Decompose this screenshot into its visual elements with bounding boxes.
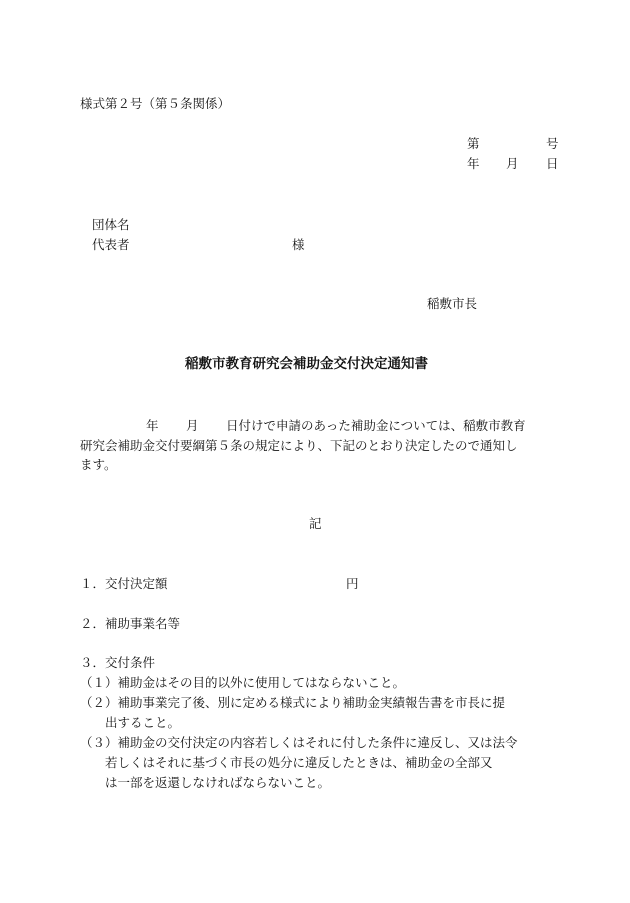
amount-label: １．交付決定額 <box>80 576 168 591</box>
body-line1: 日付けで申請のあった補助金については、稲敷市教育 <box>226 418 526 433</box>
condition-3-line1: （３）補助金の交付決定の内容若しくはそれに付した条件に違反し、又は法令 <box>80 735 518 750</box>
issuer: 稲敷市長 <box>427 296 478 311</box>
condition-3-line3: は一部を返還しなければならないこと。 <box>105 775 331 790</box>
number-prefix: 第 <box>467 136 480 151</box>
condition-2-line1: （２）補助事業完了後、別に定める様式により補助金実績報告書を市長に提 <box>80 695 506 710</box>
page-title: 稲敷市教育研究会補助金交付決定通知書 <box>185 356 428 372</box>
amount-unit: 円 <box>346 576 359 591</box>
body-year: 年 <box>146 418 159 433</box>
condition-3-line2: 若しくはそれに基づく市長の処分に違反したときは、補助金の全部又 <box>105 755 493 770</box>
condition-2-line2: 出すること。 <box>105 715 181 730</box>
org-label: 団体名 <box>92 217 130 232</box>
date-month: 月 <box>506 156 519 171</box>
rep-label: 代表者 <box>92 237 130 252</box>
body-month: 月 <box>186 418 199 433</box>
ki-label: 記 <box>309 516 322 531</box>
form-label: 様式第２号（第５条関係） <box>80 96 231 111</box>
honorific: 様 <box>292 237 305 252</box>
body-line2: 研究会補助金交付要綱第５条の規定により、下記のとおり決定したので通知し <box>80 438 518 453</box>
body-line3: ます。 <box>80 457 117 472</box>
date-year: 年 <box>467 156 480 171</box>
project-label: ２．補助事業名等 <box>80 616 181 631</box>
date-day: 日 <box>546 156 559 171</box>
condition-1: （１）補助金はその目的以外に使用してはならないこと。 <box>80 675 406 690</box>
number-suffix: 号 <box>546 136 559 151</box>
conditions-label: ３．交付条件 <box>80 655 156 670</box>
